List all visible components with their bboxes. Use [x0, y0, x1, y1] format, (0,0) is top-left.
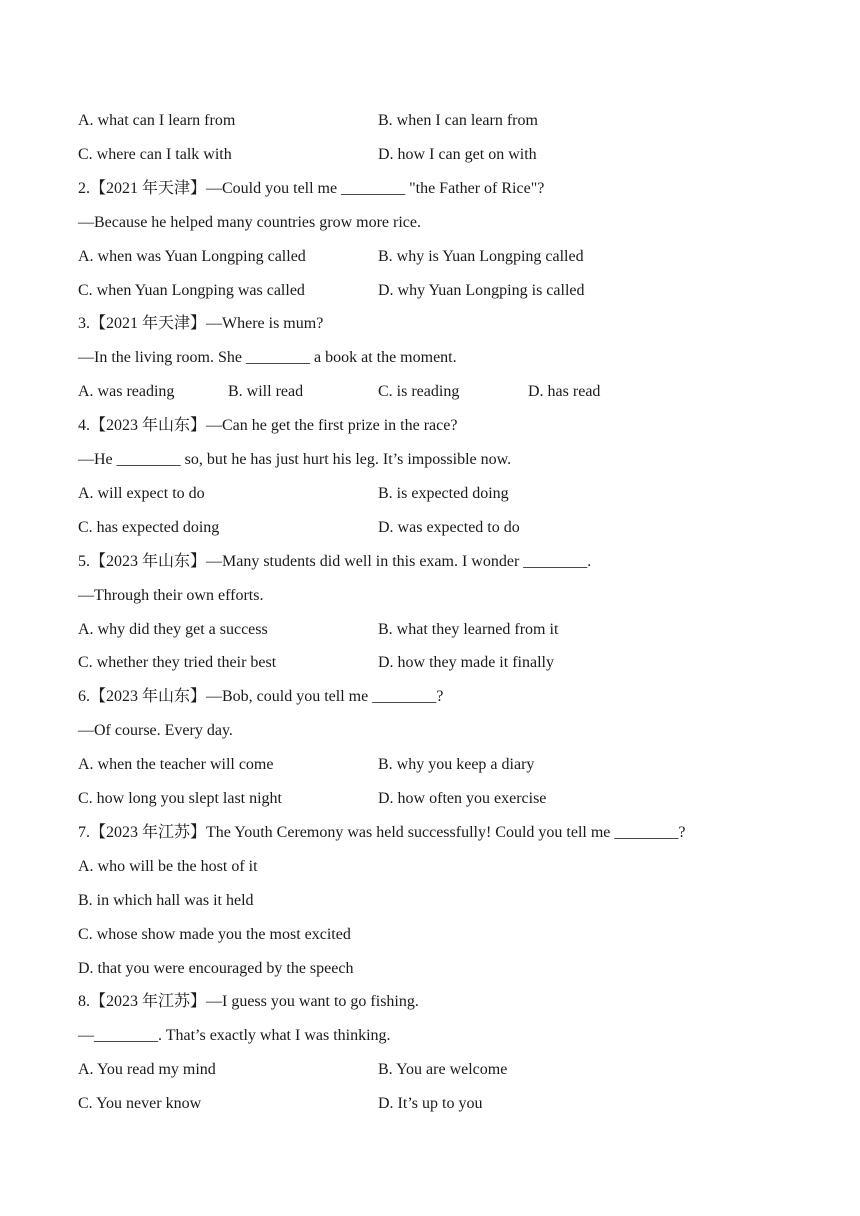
answer-option: B. is expected doing [378, 484, 509, 502]
option-row [78, 280, 798, 302]
option-row [78, 619, 798, 641]
text-line: 5.【2023 年山东】—Many students did well in this exam. I wonder ________. [78, 552, 592, 570]
text-line: B. in which hall was it held [78, 891, 254, 909]
answer-option: B. why you keep a diary [378, 756, 535, 774]
option-row [78, 381, 798, 403]
answer-option: B. what they learned from it [378, 620, 559, 638]
answer-option: A. You read my mind [78, 1061, 216, 1079]
answer-option: D. why Yuan Longping is called [378, 281, 585, 299]
answer-option: C. how long you slept last night [78, 790, 282, 807]
option-row [78, 144, 798, 166]
answer-option: D. how I can get on with [378, 145, 537, 163]
answer-option: C. has expected doing [78, 518, 220, 536]
option-row [78, 483, 798, 505]
answer-option: C. whether they tried their best [78, 654, 277, 672]
text-line: 8.【2023 年江苏】—I guess you want to go fishing. [78, 993, 419, 1011]
answer-option: D. how they made it finally [378, 654, 554, 672]
answer-option: A. when the teacher will come [78, 756, 274, 774]
answer-option: D. was expected to do [378, 518, 520, 536]
option-row [78, 1059, 798, 1081]
text-line: 7.【2023 年江苏】The Youth Ceremony was held successfully! Could you tell me ________? [78, 823, 686, 841]
answer-option: C. is reading [378, 383, 460, 401]
option-row [78, 517, 798, 539]
option-row [78, 754, 798, 776]
answer-option: A. was reading [78, 383, 175, 401]
text-line: —________. That’s exactly what I was thinking. [78, 1027, 391, 1045]
text-line: —Of course. Every day. [78, 722, 233, 740]
answer-option: C. when Yuan Longping was called [78, 281, 305, 299]
text-line: 4.【2023 年山东】—Can he get the first prize in the race? [78, 417, 458, 435]
text-line: 3.【2021 年天津】—Where is mum? [78, 315, 324, 333]
answer-option: A. why did they get a success [78, 620, 268, 638]
text-line: 6.【2023 年山东】—Bob, could you tell me ________? [78, 688, 444, 706]
text-line: D. that you were encouraged by the speech [78, 959, 354, 977]
text-line: —Because he helped many countries grow more rice. [78, 213, 421, 231]
option-row [78, 246, 798, 268]
option-row [78, 110, 798, 132]
answer-option: D. It’s up to you [378, 1095, 483, 1113]
answer-option: A. when was Yuan Longping called [78, 247, 306, 265]
answer-option: B. will read [228, 383, 304, 401]
option-row [78, 652, 798, 674]
answer-option: C. where can I talk with [78, 145, 232, 163]
answer-option: D. has read [528, 383, 601, 401]
text-line: —Through their own efforts. [78, 586, 264, 604]
answer-option: B. You are welcome [378, 1061, 508, 1079]
text-line: A. who will be the host of it [78, 857, 258, 875]
answer-option: A. what can I learn from [78, 112, 236, 129]
option-row [78, 1093, 798, 1115]
answer-option: B. why is Yuan Longping called [378, 247, 584, 265]
answer-option: A. will expect to do [78, 484, 205, 502]
answer-option: B. when I can learn from [378, 112, 538, 129]
text-line: 2.【2021 年天津】—Could you tell me ________ "the Father of Rice"? [78, 179, 545, 197]
text-line: C. whose show made you the most excited [78, 925, 351, 943]
text-line: —In the living room. She ________ a book at the moment. [78, 349, 457, 367]
option-row [78, 788, 798, 810]
answer-option: C. You never know [78, 1095, 202, 1113]
text-line: —He ________ so, but he has just hurt his leg. It’s impossible now. [78, 451, 512, 468]
answer-option: D. how often you exercise [378, 790, 547, 807]
